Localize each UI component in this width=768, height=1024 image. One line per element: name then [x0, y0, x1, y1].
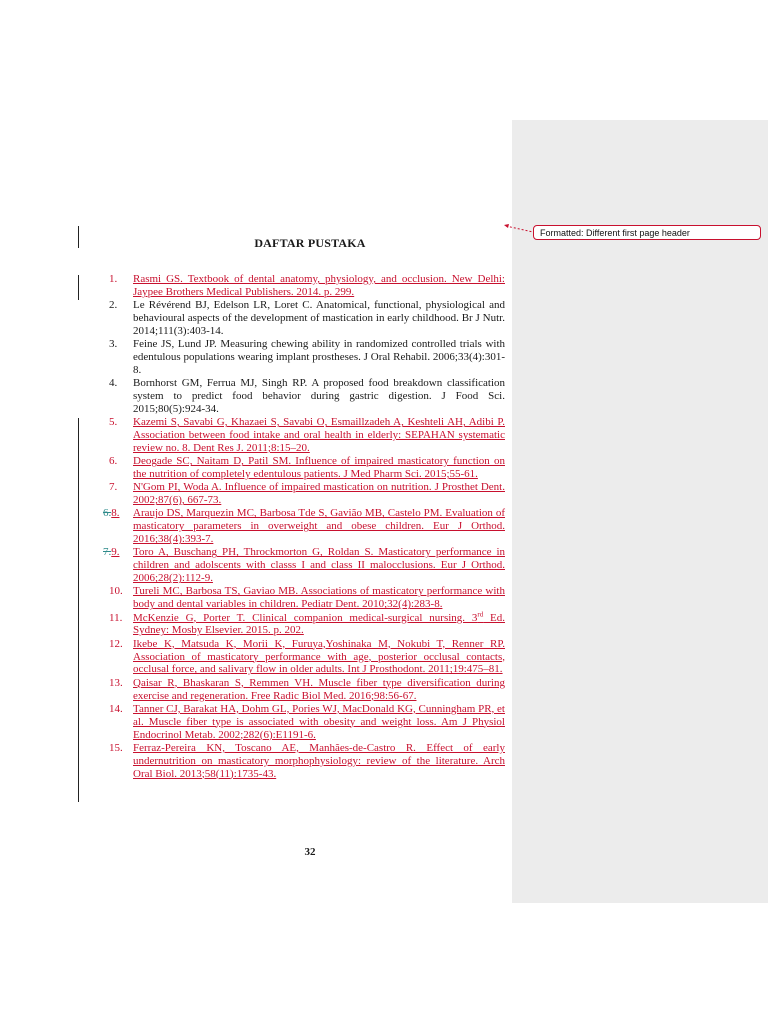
reference-number	[103, 507, 120, 520]
reference-number: 1.	[109, 273, 118, 285]
reference-item[interactable]	[109, 377, 505, 416]
reference-text: Tureli MC, Barbosa TS, Gaviao MB. Associations of masticatory performance with body and dental variables in children. Pediatr Dent. 2010;32(4):283-8.	[133, 585, 505, 611]
reference-number: 12.	[109, 637, 123, 650]
reference-list	[103, 273, 505, 781]
deleted-number: 6.	[103, 507, 112, 520]
reference-text: Rasmi GS. Textbook of dental anatomy, physiology, and occlusion. New Delhi: Jaypee Brothers Medical Publishers. 2014. p. 299.	[133, 273, 505, 298]
reference-item[interactable]	[109, 638, 505, 677]
reference-item[interactable]	[109, 677, 505, 703]
reference-number: 3.	[109, 338, 118, 351]
reference-number: 11.	[109, 611, 123, 624]
reference-number	[103, 546, 120, 559]
reference-number: 2.	[109, 299, 118, 312]
page-number: 32	[304, 846, 316, 858]
inserted-number: 8.	[111, 507, 120, 520]
reference-text: Toro A, Buschang PH, Throckmorton G, Roldan S. Masticatory performance in children and adolscents with classs I and class II malocclusions. Eur J Orthod. 2006;28(2):112-9.	[133, 546, 505, 585]
reference-text: Bornhorst GM, Ferrua MJ, Singh RP. A proposed food breakdown classification system to predict food behavior during gastric digestion. J Food Sci. 2015;80(5):924-34.	[133, 377, 505, 415]
reference-item[interactable]	[109, 338, 505, 377]
reference-text: Ikebe K, Matsuda K, Morii K, Furuya,Yoshinaka M, Nokubi T, Renner RP. Association of masticatory performance with age, posterior occlusal contacts, occlusal force, and salivary flow in older adults. Int J Prosthodont. 2011;19:475–81.	[133, 637, 505, 676]
reference-number: 7.	[109, 481, 118, 494]
reference-item[interactable]	[109, 585, 505, 611]
inserted-number: 9.	[111, 546, 120, 559]
reference-item[interactable]	[109, 299, 505, 338]
reference-item[interactable]	[109, 609, 505, 638]
reference-number: 14.	[109, 702, 123, 715]
reference-text: N'Gom PI, Woda A. Influence of impaired mastication on nutrition. J Prosthet Dent. 2002;87(6), 667-73.	[133, 481, 505, 507]
reference-item[interactable]	[109, 416, 505, 455]
reference-text: Kazemi S, Savabi G, Khazaei S, Savabi O, Esmaillzadeh A, Keshteli AH, Adibi P. Association between food intake and oral health in elderly: SEPAHAN systematic review no. 8. Dent Res J. 2011;8:15–20.	[133, 416, 505, 454]
reference-text: Araujo DS, Marquezin MC, Barbosa Tde S, Gavião MB, Castelo PM. Evaluation of masticatory parameters in overweight and obese children. Eur J Orthod. 2016;38(4):393-7.	[133, 507, 505, 546]
reference-item[interactable]	[103, 507, 505, 546]
reference-item[interactable]	[109, 481, 505, 507]
reference-item[interactable]	[109, 703, 505, 742]
page-title: DAFTAR PUSTAKA	[254, 236, 366, 250]
reference-number: 4.	[109, 377, 118, 390]
reference-text: Deogade SC, Naitam D, Patil SM. Influence of impaired masticatory function on the nutrition of completely edentulous patients. J Med Pharm Sci. 2015;55-61.	[133, 455, 505, 481]
change-bar	[78, 275, 79, 300]
reference-text: Ferraz-Pereira KN, Toscano AE, Manhães-de-Castro R. Effect of early undernutrition on masticatory morphophysiology: review of the literature. Arch Oral Biol. 2013;58(11):1735-43.	[133, 741, 505, 780]
reference-number: 5.	[109, 416, 118, 429]
reference-item[interactable]	[109, 273, 505, 299]
reference-text: Feine JS, Lund JP. Measuring chewing ability in randomized controlled trials with edentulous populations wearing implant prostheses. J Oral Rehabil. 2006;33(4):301-8.	[133, 338, 505, 376]
reference-text: Tanner CJ, Barakat HA, Dohm GL, Pories WJ, MacDonald KG, Cunningham PR, et al. Muscle fiber type is associated with obesity and weight loss. Am J Physiol Endocrinol Metab. 2002;282(6):E1191-6.	[133, 702, 505, 741]
reference-text: Qaisar R, Bhaskaran S, Remmen VH. Muscle fiber type diversification during exercise and regeneration. Free Radic Biol Med. 2016;98:56-67.	[133, 676, 505, 702]
formatting-comment-balloon[interactable]: Formatted: Different first page header	[533, 225, 761, 240]
change-bar	[78, 418, 79, 802]
reference-number: 6.	[109, 455, 118, 468]
reference-number: 10.	[109, 585, 123, 598]
reference-number: 15.	[109, 741, 123, 754]
deleted-number: 7.	[103, 546, 112, 559]
reference-text	[133, 609, 505, 637]
reference-item[interactable]	[109, 455, 505, 481]
reference-item[interactable]	[109, 742, 505, 781]
superscript: rd	[477, 609, 484, 618]
reference-text-part: McKenzie G, Porter T. Clinical companion medical-surgical nursing. 3	[133, 611, 478, 624]
reference-item[interactable]	[103, 546, 505, 585]
reference-text-part: Ed. Sydney: Mosby Elsevier. 2015. p. 202.	[133, 611, 505, 637]
reference-number: 13.	[109, 676, 123, 689]
reference-text: Le Révérend BJ, Edelson LR, Loret C. Anatomical, functional, physiological and behavioural aspects of the development of mastication in early childhood. Br J Nutr. 2014;111(3):403-14.	[133, 299, 505, 337]
